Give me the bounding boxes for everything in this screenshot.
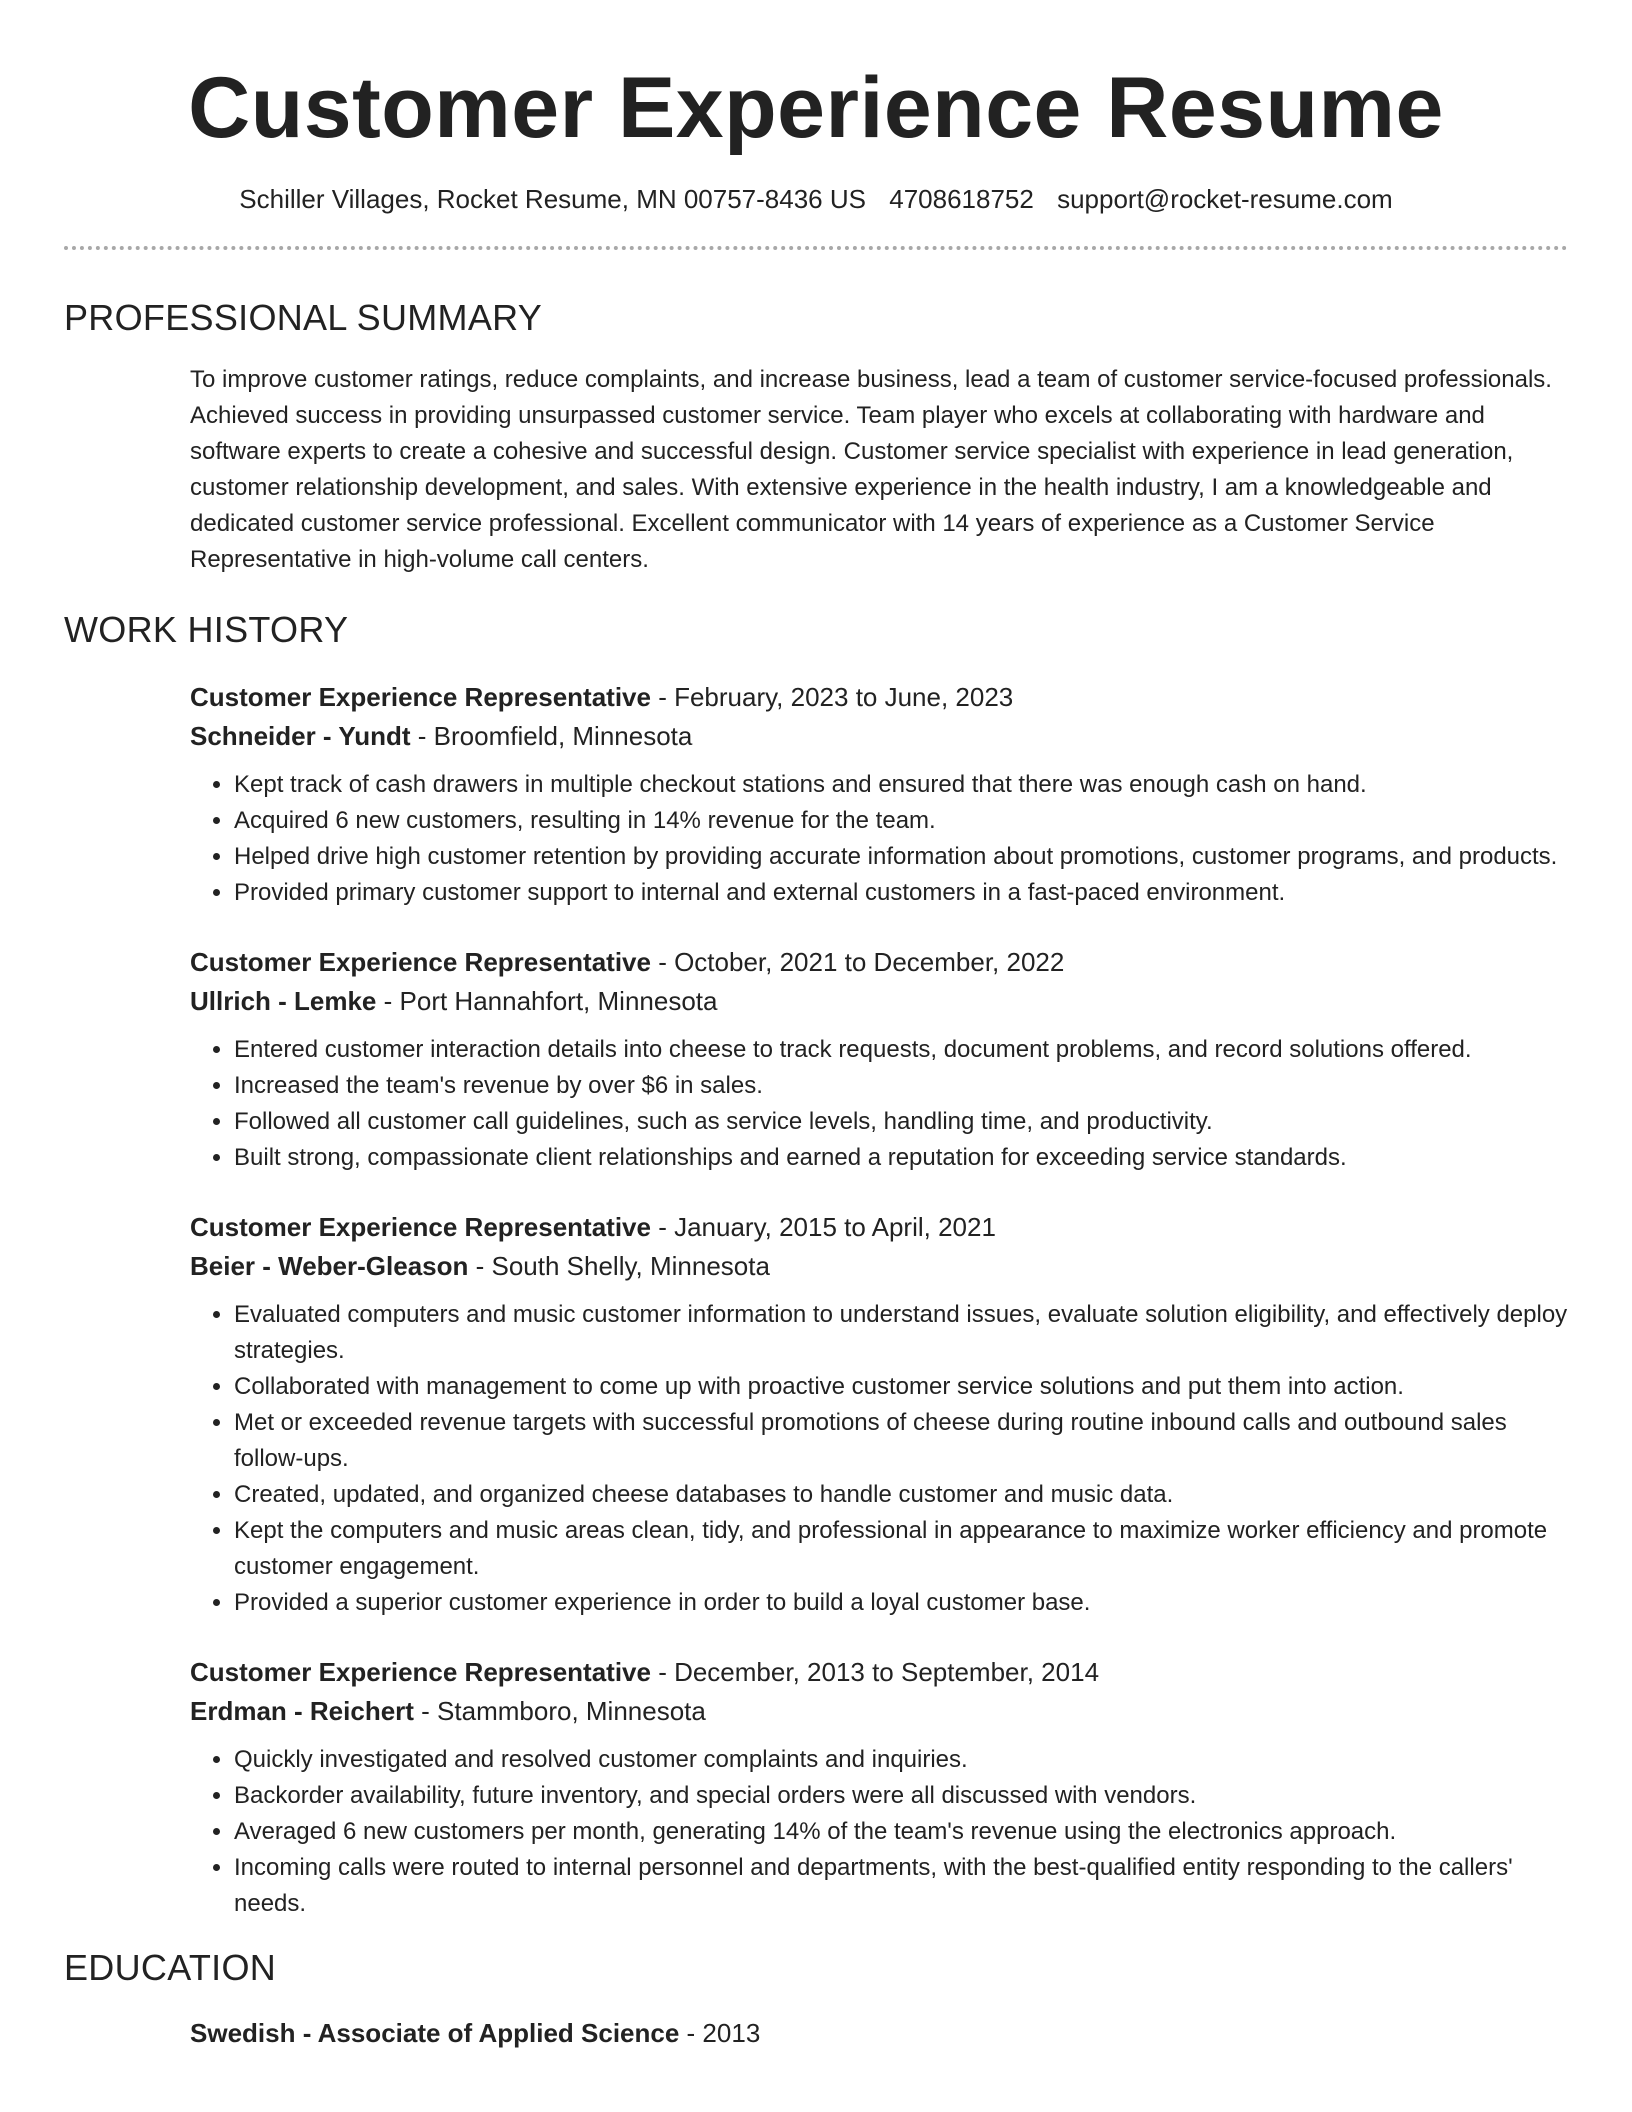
job-bullet: • Followed all customer call guidelines, such as service levels, handling time, and productivity. bbox=[234, 1104, 1568, 1140]
job-company-line bbox=[190, 717, 1568, 756]
job-bullets bbox=[190, 1297, 1568, 1621]
header-divider bbox=[64, 246, 1568, 250]
summary-text: To improve customer ratings, reduce complaints, and increase business, lead a team of customer service-focused professionals. Achieved success in providing unsurpassed customer service. Team player who excels at collaborating with hardware and software experts to create a cohesive and successful design. Customer service specialist with experience in lead generation, customer relationship development, and sales. With extensive experience in the health industry, I am a knowledgeable and dedicated customer service professional. Excellent communicator with 14 years of experience as a Customer Service Representative in high-volume call centers. bbox=[190, 366, 1552, 573]
contact-line bbox=[64, 182, 1568, 216]
job-title: Customer Experience Representative bbox=[190, 682, 651, 712]
work-history-section bbox=[64, 608, 1568, 1922]
job-location: - Stammboro, Minnesota bbox=[413, 1696, 706, 1726]
job-dates: - October, 2021 to December, 2022 bbox=[650, 947, 1065, 977]
job-company-line bbox=[190, 1692, 1568, 1731]
job-dates: - January, 2015 to April, 2021 bbox=[650, 1212, 996, 1242]
job-company: Ullrich - Lemke bbox=[190, 986, 377, 1016]
resume-header bbox=[64, 0, 1568, 250]
job-bullet: • Kept the computers and music areas clean, tidy, and professional in appearance to maximize worker efficiency and promote customer engagement. bbox=[234, 1513, 1568, 1585]
education-section bbox=[64, 1946, 1568, 2053]
job-bullet: • Acquired 6 new customers, resulting in 14% revenue for the team. bbox=[234, 803, 1568, 839]
contact-email: support@rocket-resume.com bbox=[1057, 184, 1393, 214]
job-bullet: • Averaged 6 new customers per month, generating 14% of the team's revenue using the electronics approach. bbox=[234, 1814, 1568, 1850]
job-bullets bbox=[190, 1032, 1568, 1176]
job-bullet: • Met or exceeded revenue targets with successful promotions of cheese during routine inbound calls and outbound sales follow-ups. bbox=[234, 1405, 1568, 1477]
job-title-line bbox=[190, 1208, 1568, 1247]
job-bullet: • Built strong, compassionate client relationships and earned a reputation for exceeding service standards. bbox=[234, 1140, 1568, 1176]
job-location: - Port Hannahfort, Minnesota bbox=[376, 986, 718, 1016]
job-company: Beier - Weber-Gleason bbox=[190, 1251, 469, 1281]
section-heading-work-history: WORK HISTORY bbox=[64, 609, 349, 650]
job-company-line bbox=[190, 982, 1568, 1021]
job-bullet: • Backorder availability, future inventory, and special orders were all discussed with vendors. bbox=[234, 1778, 1568, 1814]
job-bullet: • Quickly investigated and resolved customer complaints and inquiries. bbox=[234, 1742, 1568, 1778]
education-year: - 2013 bbox=[679, 2018, 761, 2048]
job-title: Customer Experience Representative bbox=[190, 947, 651, 977]
job-title-line bbox=[190, 678, 1568, 717]
job-company: Schneider - Yundt bbox=[190, 721, 411, 751]
job-bullet: • Provided primary customer support to internal and external customers in a fast-paced environment. bbox=[234, 875, 1568, 911]
job-title: Customer Experience Representative bbox=[190, 1212, 651, 1242]
job-entry bbox=[190, 1208, 1568, 1621]
job-bullet: • Created, updated, and organized cheese databases to handle customer and music data. bbox=[234, 1477, 1568, 1513]
section-heading-summary: PROFESSIONAL SUMMARY bbox=[64, 297, 543, 338]
job-entry bbox=[190, 943, 1568, 1176]
education-entry bbox=[190, 2014, 1568, 2053]
job-bullets bbox=[190, 1742, 1568, 1922]
job-entry bbox=[190, 678, 1568, 911]
contact-phone: 4708618752 bbox=[889, 184, 1034, 214]
education-school-degree: Swedish - Associate of Applied Science bbox=[190, 2018, 680, 2048]
job-bullet: • Provided a superior customer experience in order to build a loyal customer base. bbox=[234, 1585, 1568, 1621]
contact-address: Schiller Villages, Rocket Resume, MN 00757-8436 US bbox=[239, 184, 866, 214]
job-location: - South Shelly, Minnesota bbox=[468, 1251, 770, 1281]
job-location: - Broomfield, Minnesota bbox=[410, 721, 693, 751]
resume-title: Customer Experience Resume bbox=[188, 60, 1444, 156]
job-bullets bbox=[190, 767, 1568, 911]
job-company: Erdman - Reichert bbox=[190, 1696, 414, 1726]
job-bullet: • Increased the team's revenue by over $6 in sales. bbox=[234, 1068, 1568, 1104]
job-title-line bbox=[190, 1653, 1568, 1692]
job-title-line bbox=[190, 943, 1568, 982]
job-dates: - February, 2023 to June, 2023 bbox=[650, 682, 1014, 712]
job-entry bbox=[190, 1653, 1568, 1922]
job-bullet: • Collaborated with management to come up with proactive customer service solutions and put them into action. bbox=[234, 1369, 1568, 1405]
job-bullet: • Kept track of cash drawers in multiple checkout stations and ensured that there was enough cash on hand. bbox=[234, 767, 1568, 803]
job-dates: - December, 2013 to September, 2014 bbox=[650, 1657, 1100, 1687]
job-company-line bbox=[190, 1247, 1568, 1286]
job-bullet: • Helped drive high customer retention by providing accurate information about promotions, customer programs, and products. bbox=[234, 839, 1568, 875]
job-bullet: • Incoming calls were routed to internal personnel and departments, with the best-qualified entity responding to the callers' needs. bbox=[234, 1850, 1568, 1922]
job-bullet: • Entered customer interaction details into cheese to track requests, document problems, and record solutions offered. bbox=[234, 1032, 1568, 1068]
job-title: Customer Experience Representative bbox=[190, 1657, 651, 1687]
professional-summary-section bbox=[64, 296, 1568, 578]
section-heading-education: EDUCATION bbox=[64, 1947, 277, 1988]
job-bullet: • Evaluated computers and music customer information to understand issues, evaluate solution eligibility, and effectively deploy strategies. bbox=[234, 1297, 1568, 1369]
